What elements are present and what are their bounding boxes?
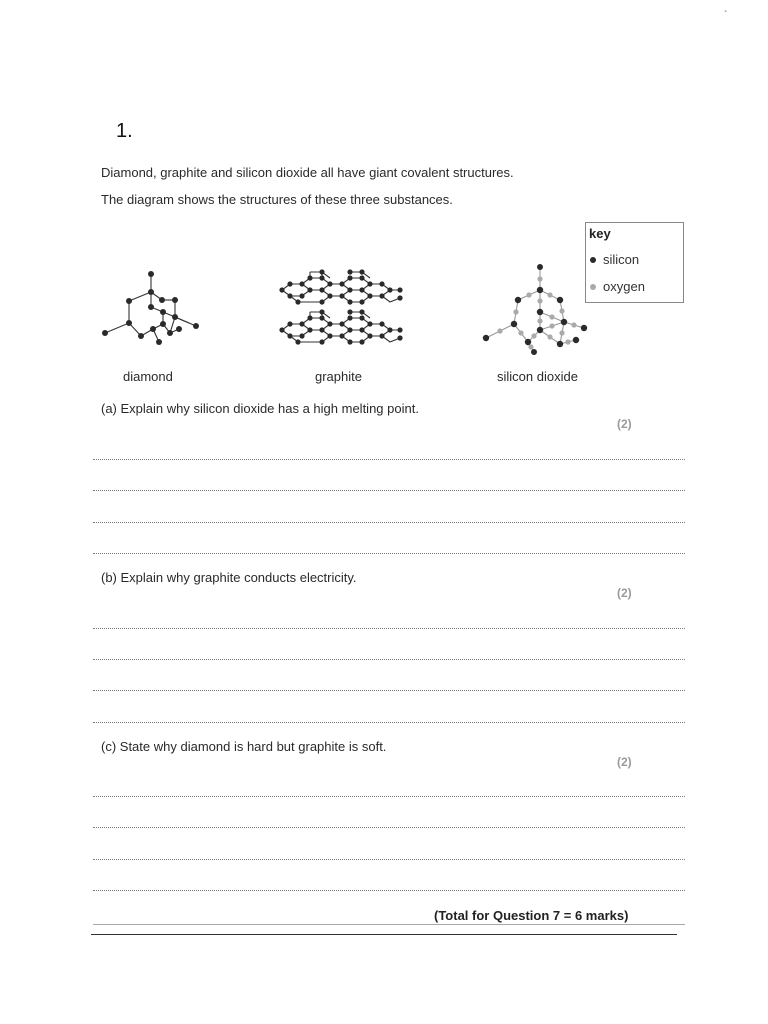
silicon-dioxide-structure-diagram [480, 262, 592, 356]
question-number: 1. [116, 120, 133, 142]
answer-line[interactable] [93, 890, 685, 891]
answer-line[interactable] [93, 628, 685, 629]
question-b-text: (b) Explain why graphite conducts electricity. [101, 570, 357, 585]
graphite-label: graphite [315, 369, 362, 384]
key-label-oxygen: oxygen [603, 279, 645, 294]
answer-line[interactable] [93, 859, 685, 860]
intro-line-2: The diagram shows the structures of these three substances. [101, 192, 453, 207]
answer-line[interactable] [93, 690, 685, 691]
answer-line[interactable] [93, 659, 685, 660]
diamond-structure-diagram [95, 265, 210, 350]
question-b-marks: (2) [617, 586, 632, 600]
question-c-text: (c) State why diamond is hard but graphite is soft. [101, 739, 387, 754]
answer-line[interactable] [93, 796, 685, 797]
key-title: key [589, 226, 611, 241]
divider [93, 924, 685, 925]
key-item-oxygen [590, 279, 645, 294]
total-marks: (Total for Question 7 = 6 marks) [434, 908, 629, 923]
question-c-marks: (2) [617, 755, 632, 769]
key-item-silicon [590, 252, 639, 267]
question-a-marks: (2) [617, 417, 632, 431]
graphite-structure-diagram [276, 268, 406, 348]
answer-line[interactable] [93, 722, 685, 723]
answer-line[interactable] [93, 522, 685, 523]
answer-line[interactable] [93, 490, 685, 491]
question-a-text: (a) Explain why silicon dioxide has a high melting point. [101, 401, 419, 416]
silicon-dioxide-label: silicon dioxide [497, 369, 578, 384]
answer-line[interactable] [93, 459, 685, 460]
answer-line[interactable] [93, 827, 685, 828]
answer-line[interactable] [93, 553, 685, 554]
divider [91, 934, 677, 935]
diamond-label: diamond [123, 369, 173, 384]
intro-line-1: Diamond, graphite and silicon dioxide all have giant covalent structures. [101, 165, 514, 180]
corner-mark: ` [724, 10, 728, 21]
key-label-silicon: silicon [603, 252, 640, 267]
structure-key [585, 222, 684, 303]
